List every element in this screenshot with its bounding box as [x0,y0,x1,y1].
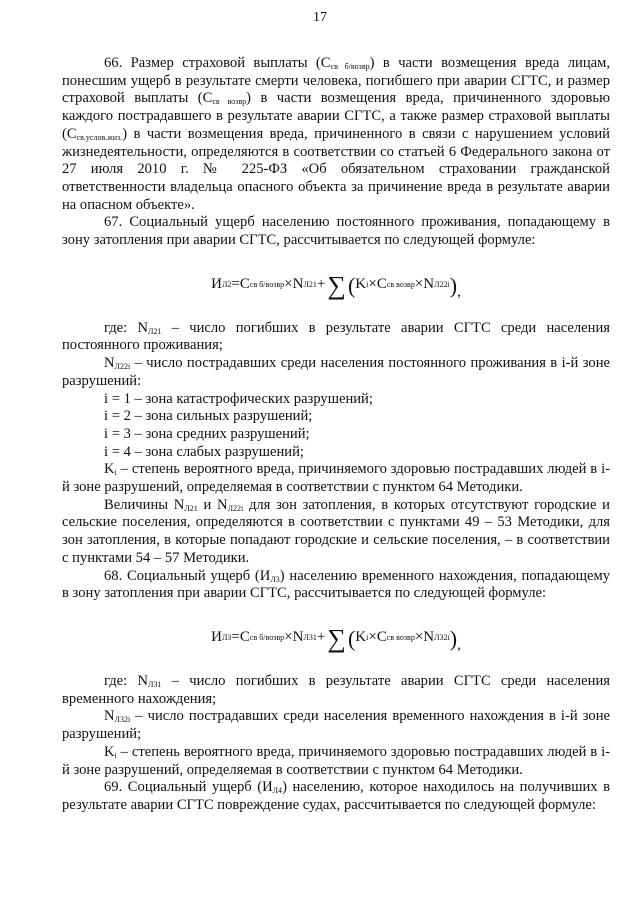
paragraph-values: Величины $N_{Л21}$ и $N_{Л22i}$ для зон затопления, в которых отсутствуют городские и сельские поселения, определяются в соответствии с пунктами 49 – 53 Методики, для зон затопления, в которые попадают городские и сельские поселения, – в соответствии с пунктами 54 – 57 Методики. [62,496,610,566]
formula-il2: И Л2 = С св б/возвр × N Л21 + ∑ ( K i × С св возвр × N Л22i ) , [211,270,461,300]
zone-item: i = 1 – зона катастрофических разрушений; [104,390,373,407]
paragraph-67: 67. Социальный ущерб населению постоянного проживания, попадающему в зону затопления при аварии СГТС, рассчитывается по следующей формуле: [62,214,610,249]
sum-symbol: ∑ [327,270,346,300]
paragraph-68: 68. Социальный ущерб $(И_{Л3})$ населению временного нахождения, попадающему в зону затопления при аварии СГТС, рассчитывается по следующей формуле: [62,567,610,602]
paragraph-69: 69. Социальный ущерб $(И_{Л4})$ населению, которое находилось на получивших в результате аварии СГТС повреждение судах, рассчитывается по следующей формуле: [62,779,610,813]
zone-item: i = 2 – зона сильных разрушений; [104,408,313,425]
definition-k-i: $K_i$ – степень вероятного вреда, причиняемого здоровью пострадавших людей в i-й зоне разрушений, определяемая в соответствии с пунктом 64 Методики. [62,743,610,778]
definition-n-l22i: $N_{Л22i}$ – число пострадавших среди населения постоянного проживания в i-й зоне разрушений: [62,355,610,389]
formula-il3: И Л3 = С св б/возвр × N Л31 + ∑ ( K i × С св возвр × N Л32i ) , [211,624,461,654]
definition-n-l32i: $N_{Л32i}$ – число пострадавших среди населения временного нахождения в i-й зоне разрушений; [62,708,610,743]
definition-k-i: $K_i$ – степень вероятного вреда, причиняемого здоровью пострадавших людей в i-й зоне разрушений, определяемая в соответствии с пунктом 64 Методики. [62,461,610,496]
zone-item: i = 3 – зона средних разрушений; [104,425,310,442]
sum-symbol: ∑ [327,624,346,654]
zone-item: i = 4 – зона слабых разрушений; [104,443,304,460]
page-number: 17 [313,10,327,25]
document-body [62,55,610,815]
definition-n-l21: где: $N_{Л21}$ – число погибших в результате аварии СГТС среди населения постоянного проживания; [62,319,610,354]
definition-n-l31: где: $N_{Л31}$ – число погибших в результате аварии СГТС среди населения временного нахождения; [62,672,610,707]
paragraph-66: 66. Размер страховой выплаты $(С_{св б/возвр})$ в части возмещения вреда лицам, понесшим ущерб в результате смерти человека, погибшего при аварии СГТС, и размер страховой выплаты $(С_{св возвр})$ в части возмещения вреда, причиненного здоровью каждого пострадавшего в результате аварии СГТС, а также размер страховой выплаты $(С_{св.услов.жиз.})$ в части возмещения вреда, причиненного в связи с нарушением условий жизнедеятельности, определяются в соответствии со статьей 6 Федерального закона от 27 июля 2010 г. № 225-ФЗ «Об обязательном страховании гражданской ответственности владельца опасного объекта за причинение вреда в результате аварии на опасном объекте». [62,55,611,213]
